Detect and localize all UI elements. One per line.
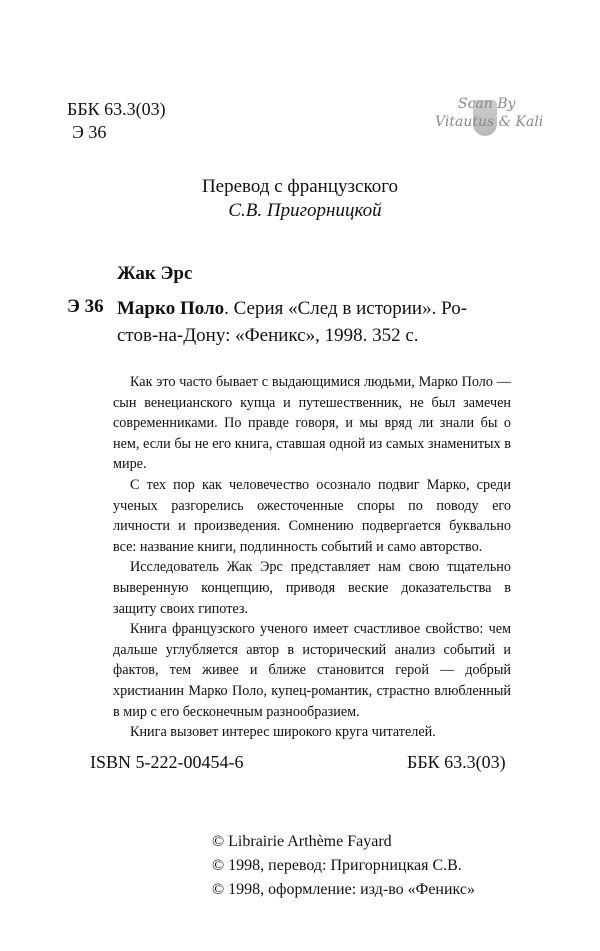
book-title: Марко Поло xyxy=(117,298,225,319)
copyright-line: © Librairie Arthème Fayard xyxy=(212,833,392,850)
copyright-notices xyxy=(212,830,475,902)
bbk-classification: ББК 63.3(03) xyxy=(67,99,166,119)
copyright-line: © 1998, перевод: Пригорницкая С.В. xyxy=(212,857,462,874)
translation-note: Перевод с французского xyxy=(201,176,399,197)
annotation-paragraph: Книга вызовет интерес широкого круга читателей. xyxy=(130,724,436,741)
entry-author-code: Э 36 xyxy=(67,296,104,317)
book-annotation xyxy=(113,372,511,743)
annotation-paragraph: С тех пор как человечество осознало подвиг Марко, среди ученых разгорелись ожесточенные споры по поводу его личности и произведения. Сомнению подвергается буквально все: название книги, подлинность событий и само авторство. xyxy=(113,476,511,555)
author-sign-code: Э 36 xyxy=(72,122,107,142)
bbk-classification-footer: ББК 63.3(03) xyxy=(407,752,506,772)
annotation-paragraph: Как это часто бывает с выдающимися людьми, Марко Поло — сын венецианского купца и путешественник, не был замечен современниками. По правде говоря, и мы вряд ли знали бы о нем, если бы не его книга, ставшая одной из самых знаменитых в мире. xyxy=(113,374,511,473)
annotation-paragraph: Исследователь Жак Эрс представляет нам свою тщательно выверенную концепцию, приводя веские доказательства в защиту своих гипотез. xyxy=(113,559,511,617)
book-author: Жак Эрс xyxy=(117,263,193,284)
bibliographic-citation xyxy=(117,295,527,349)
annotation-paragraph: Книга французского ученого имеет счастливое свойство: чем дальше углубляется автор в исторический анализ событий и фактов, тем живее и ближе становится герой — добрый христианин Марко Поло, купец-романтик, страстно влюбленный в мир с его бесконечным разнообразием. xyxy=(113,621,511,720)
isbn-number: ISBN 5-222-00454-6 xyxy=(90,752,244,772)
translator-name: С.В. Пригорницкой xyxy=(228,200,382,221)
watermark-line2: Vitautus & Kali xyxy=(435,114,544,130)
citation-line2: стов-на-Дону: «Феникс», 1998. 352 с. xyxy=(117,325,419,346)
copyright-line: © 1998, оформление: изд-во «Феникс» xyxy=(212,881,476,898)
citation-line1: . Серия «След в истории». Ро- xyxy=(224,298,468,319)
watermark-line1: Scan By xyxy=(458,96,516,112)
scanner-watermark xyxy=(430,94,550,142)
